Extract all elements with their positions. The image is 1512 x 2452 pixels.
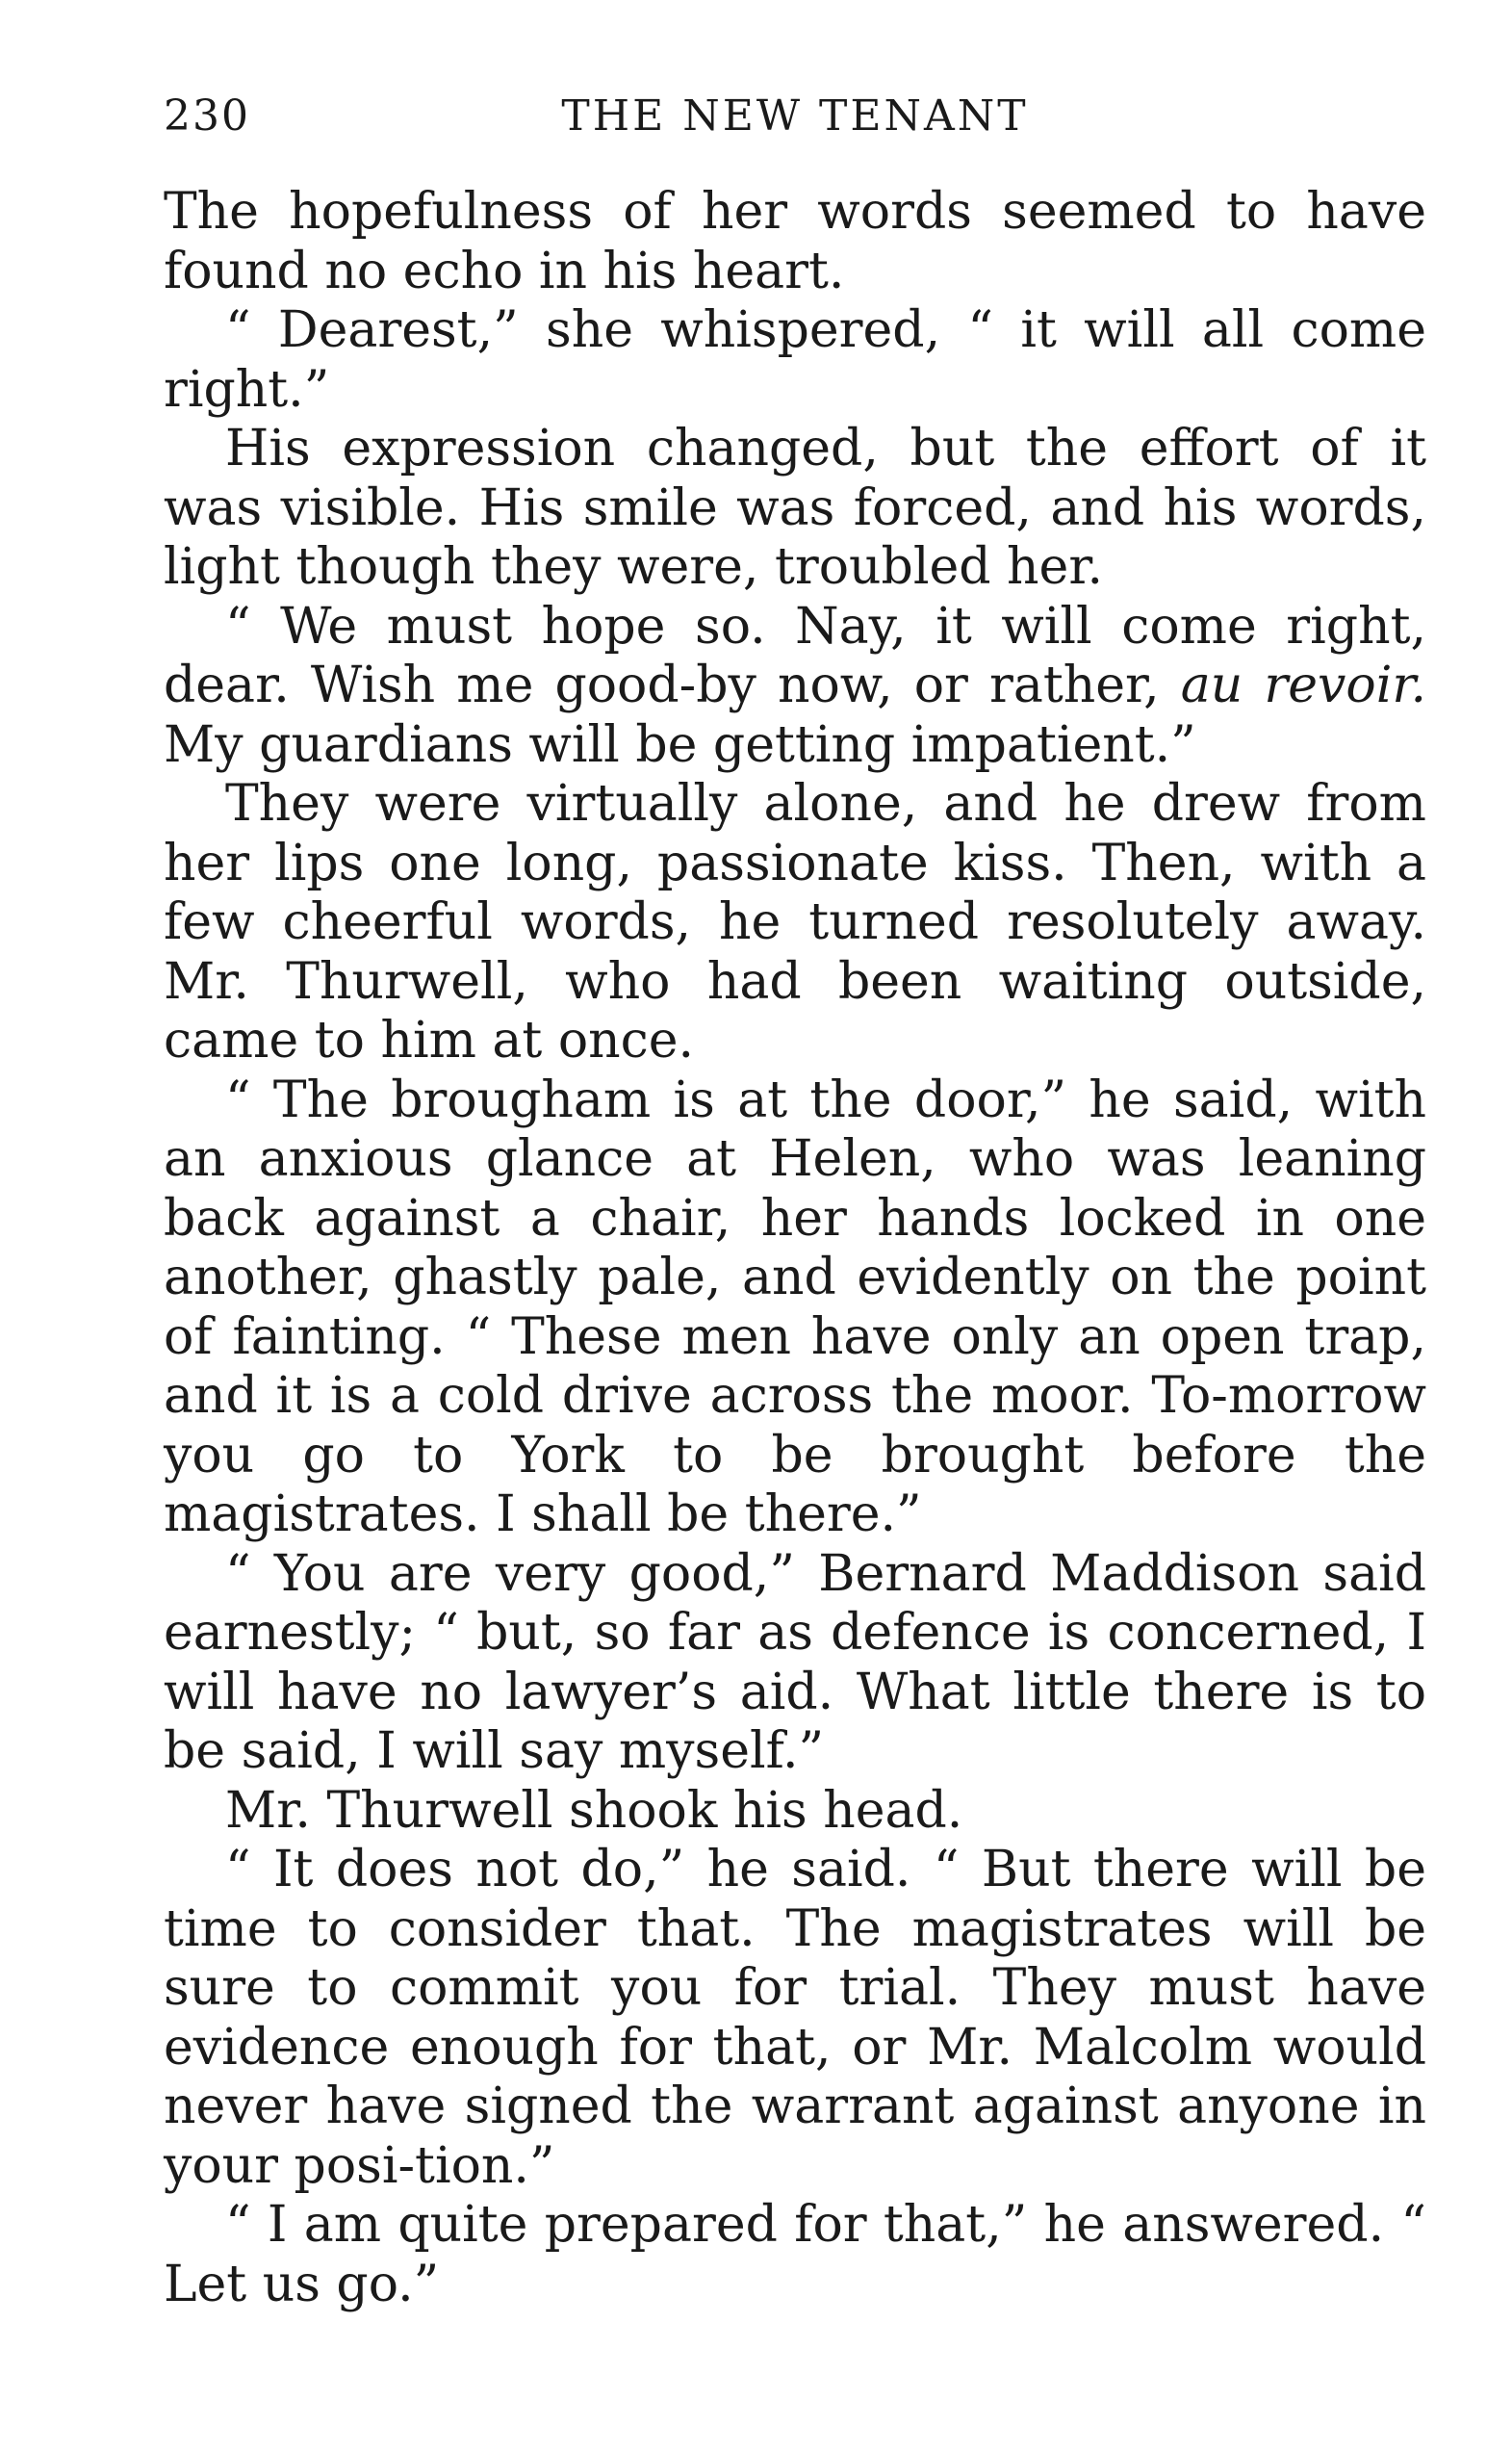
paragraph: Mr. Thurwell shook his head. xyxy=(225,1781,963,1840)
paragraph xyxy=(164,598,1426,776)
italic-phrase: au revoir. xyxy=(1180,657,1427,714)
paragraph: “ The brougham is at the door,” he said, with an anxious glance at Helen, who was leaning back against a chair, her hands locked in one another, ghastly pale, and evidently on the point of fainting. “ These men have only an open trap, and it is a cold drive across the moor. To-morrow you go to York to be brought before the magistrates. I shall be there.” xyxy=(164,1071,1426,1543)
paragraph-text: “ We must hope so. Nay, it will come right, dear. Wish me good-by now, or rather, xyxy=(164,597,1426,714)
paragraph-text: My guardians will be getting impatient.” xyxy=(164,715,1196,774)
page-number: 230 xyxy=(164,91,250,141)
running-title: THE NEW TENANT xyxy=(561,91,1029,141)
paragraph: “ You are very good,” Bernard Maddison said earnestly; “ but, so far as defence is concerned, I will have no lawyer’s aid. What little there is to be said, I will say myself.” xyxy=(164,1544,1426,1780)
paragraph: His expression changed, but the effort of it was visible. His smile was forced, and his words, light though they were, troubled her. xyxy=(164,420,1426,596)
body-text xyxy=(164,183,1426,2314)
paragraph: They were virtually alone, and he drew from her lips one long, passionate kiss. Then, with a few cheerful words, he turned resolutely away. Mr. Thurwell, who had been waiting outside, came to him at once. xyxy=(164,775,1426,1070)
paragraph: “ Dearest,” she whispered, “ it will all come right.” xyxy=(164,301,1426,419)
paragraph: The hopefulness of her words seemed to have found no echo in his heart. xyxy=(164,183,1426,300)
paragraph: “ It does not do,” he said. “ But there will be time to consider that. The magistrates will be sure to commit you for trial. They must have evidence enough for that, or Mr. Malcolm would never have signed the warrant against anyone in your posi-tion.” xyxy=(164,1841,1426,2195)
paragraph: “ I am quite prepared for that,” he answered. “ Let us go.” xyxy=(164,2196,1426,2313)
page-header xyxy=(164,91,1426,149)
